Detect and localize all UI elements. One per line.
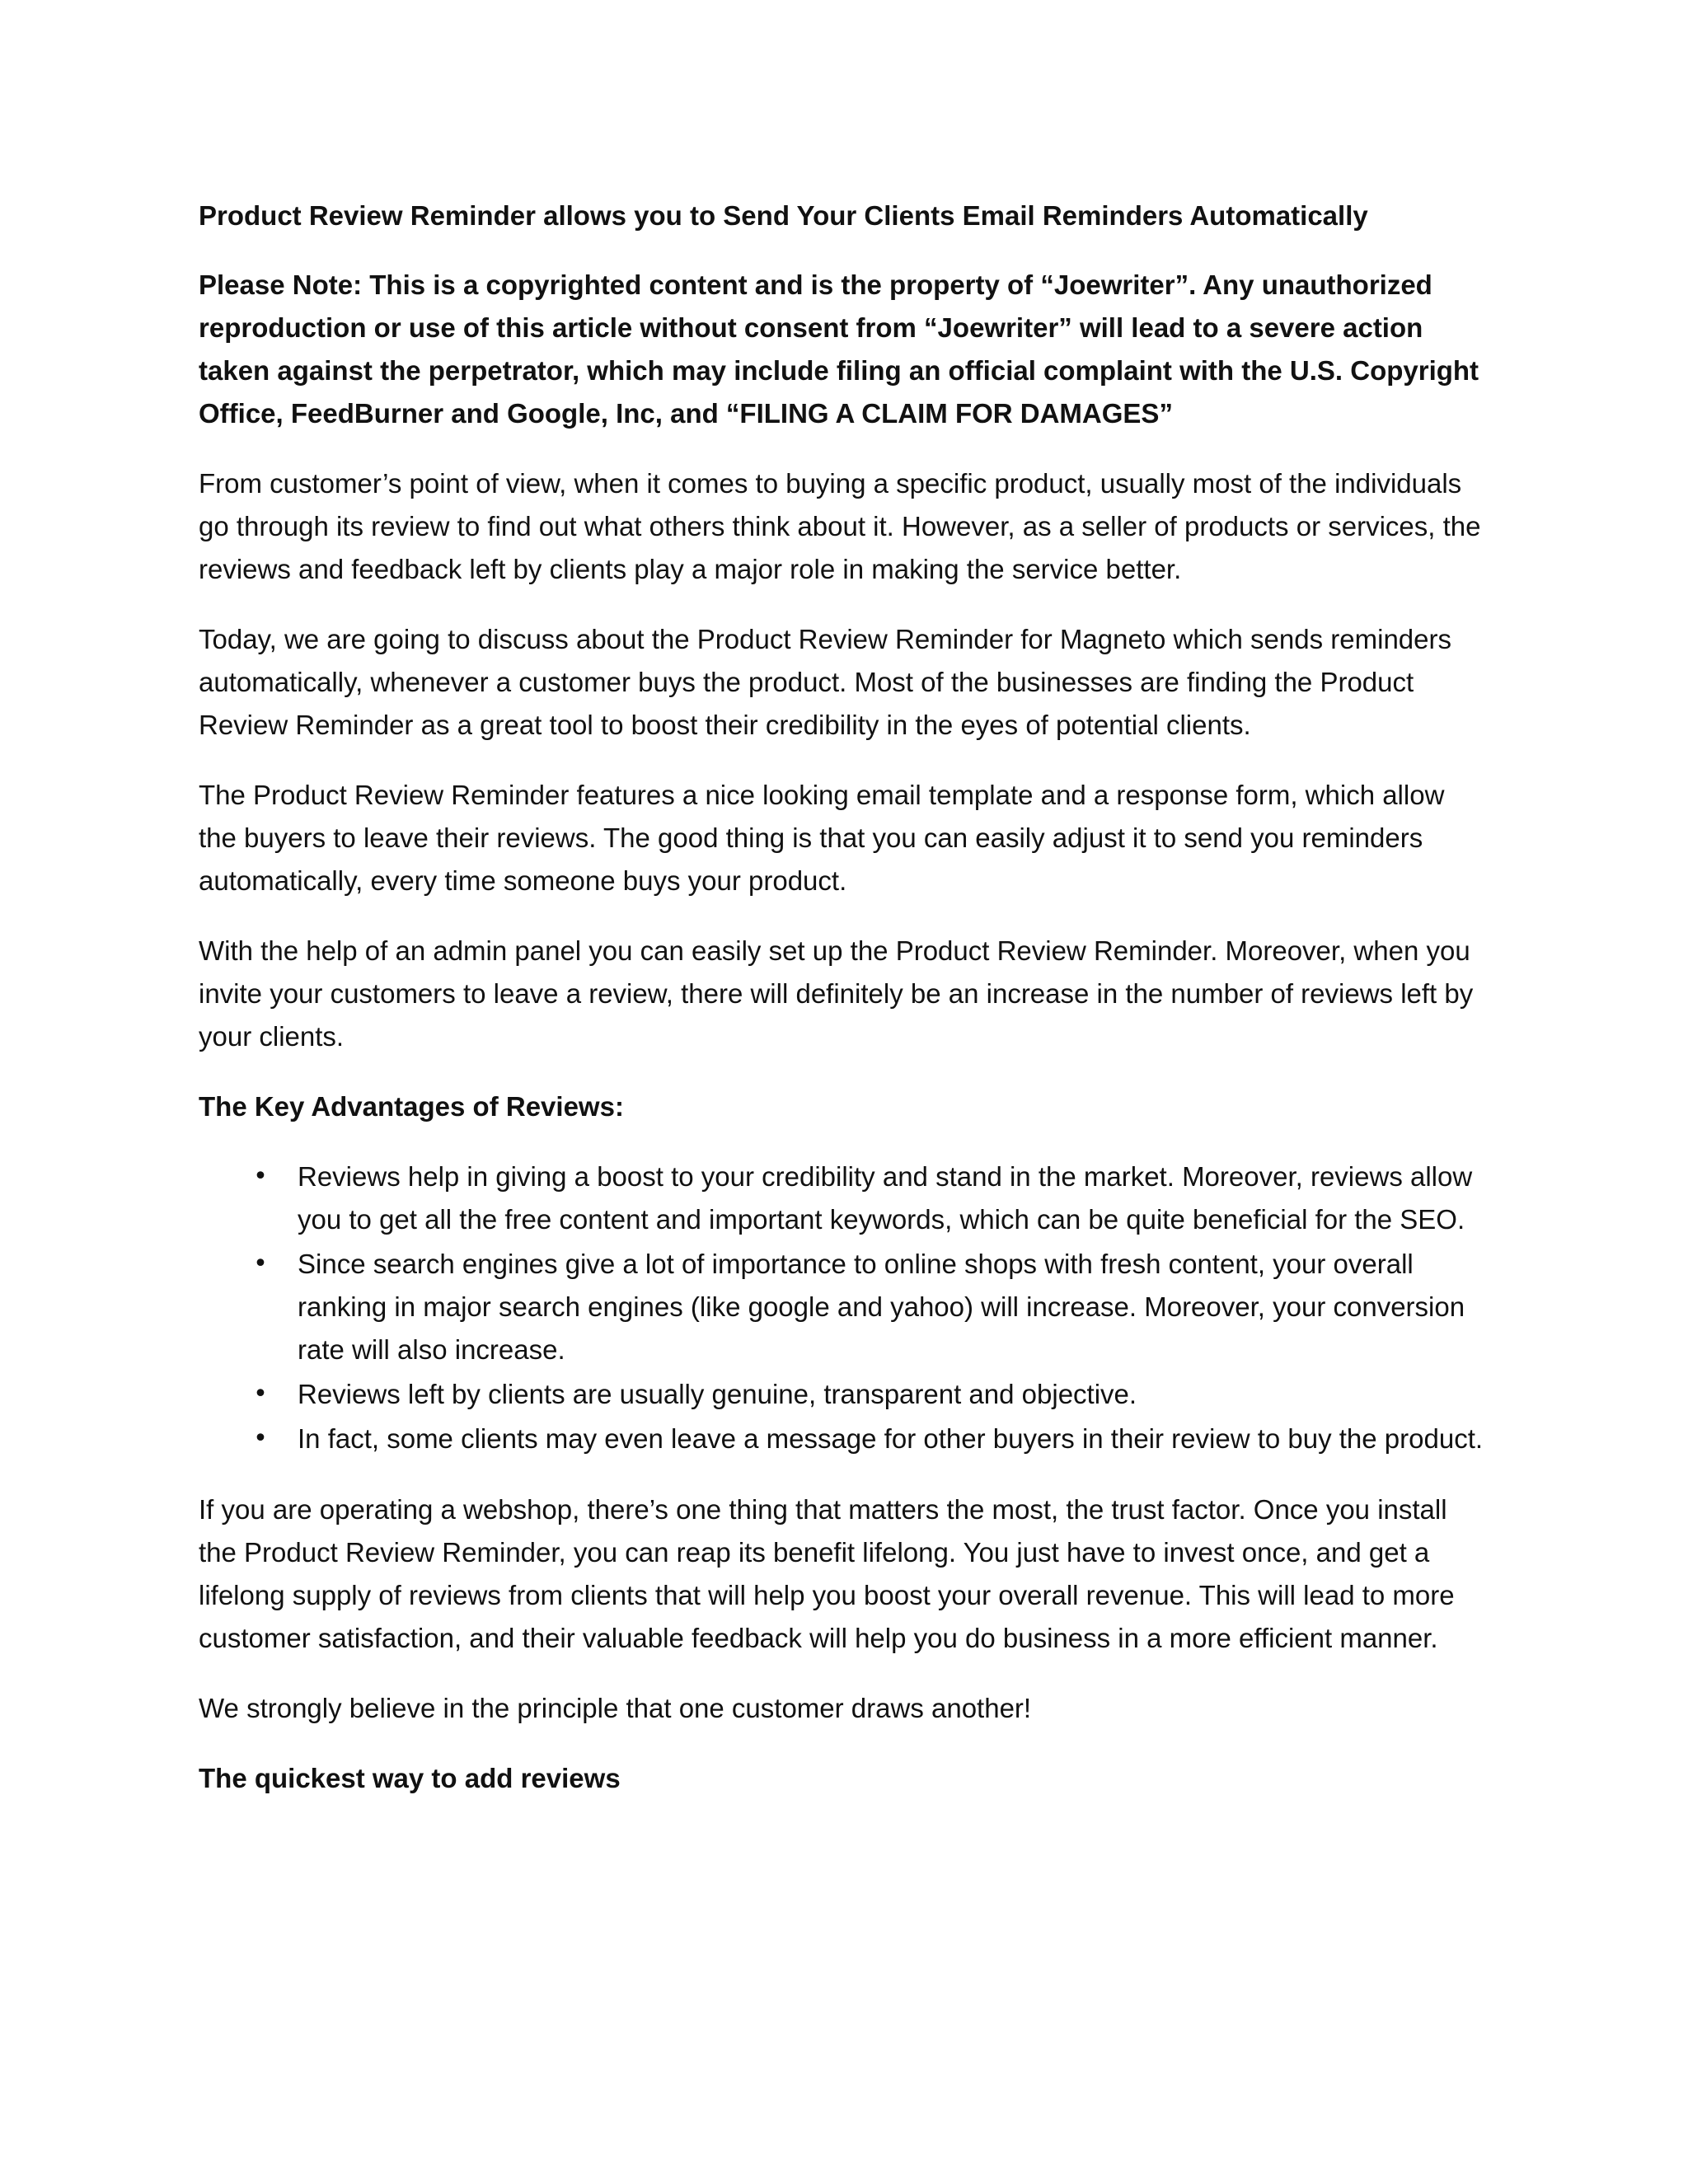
list-item-text: Reviews left by clients are usually genuine, transparent and objective. xyxy=(298,1379,1137,1409)
final-heading: The quickest way to add reviews xyxy=(199,1763,621,1793)
list-item-text: In fact, some clients may even leave a message for other buyers in their review to buy the product. xyxy=(298,1423,1484,1454)
copyright-notice: Please Note: This is a copyrighted content and is the property of “Joewriter”. Any unauthorized reproduction or use of this article without consent from “Joewriter” will lead to a severe action taken against the perpetrator, which may include filing an official complaint with the U.S. Copyright Office, FeedBurner and Google, Inc, and “FILING A CLAIM FOR DAMAGES” xyxy=(199,269,1479,429)
paragraph-customer-view: From customer’s point of view, when it comes to buying a specific product, usually most of the individuals go through its review to find out what others think about it. However, as a seller of products or services, the reviews and feedback left by clients play a major role in making the service better. xyxy=(199,468,1481,584)
bullet-icon: • xyxy=(253,1162,268,1191)
bullet-icon: • xyxy=(253,1380,268,1408)
paragraph-email-template: The Product Review Reminder features a nice looking email template and a response form, which allow the buyers to leave their reviews. The good thing is that you can easily adjust it to send you reminders automatically, every time someone buys your product. xyxy=(199,780,1445,896)
advantages-heading: The Key Advantages of Reviews: xyxy=(199,1091,624,1122)
paragraph-admin-panel: With the help of an admin panel you can easily set up the Product Review Reminder. Moreover, when you invite your customers to leave a review, there will definitely be an increase in the number of reviews left by your clients. xyxy=(199,935,1474,1052)
list-item-text: Reviews help in giving a boost to your credibility and stand in the market. Moreover, reviews allow you to get all the free content and important keywords, which can be quite beneficial for the SEO. xyxy=(298,1161,1473,1235)
document-body xyxy=(199,194,1484,1827)
advantages-list xyxy=(199,1155,1484,1460)
list-item xyxy=(199,1243,1484,1371)
list-item xyxy=(199,1373,1484,1416)
document-title: Product Review Reminder allows you to Send Your Clients Email Reminders Automatically xyxy=(199,200,1368,231)
paragraph-magneto-intro: Today, we are going to discuss about the Product Review Reminder for Magneto which sends reminders automatically, whenever a customer buys the product. Most of the businesses are finding the Product Review Reminder as a great tool to boost their credibility in the eyes of potential clients. xyxy=(199,624,1451,740)
paragraph-principle: We strongly believe in the principle that one customer draws another! xyxy=(199,1693,1032,1723)
paragraph-trust-factor: If you are operating a webshop, there’s one thing that matters the most, the trust factor. Once you install the Product Review Reminder, you can reap its benefit lifelong. You just have to invest once, and get a lifelong supply of reviews from clients that will help you boost your overall revenue. This will lead to more customer satisfaction, and their valuable feedback will help you do business in a more efficient manner. xyxy=(199,1494,1455,1653)
list-item-text: Since search engines give a lot of importance to online shops with fresh content, your overall ranking in major search engines (like google and yahoo) will increase. Moreover, your conversion rate will also increase. xyxy=(298,1249,1465,1365)
bullet-icon: • xyxy=(253,1424,268,1453)
list-item xyxy=(199,1418,1484,1460)
bullet-icon: • xyxy=(253,1249,268,1278)
list-item xyxy=(199,1155,1484,1241)
